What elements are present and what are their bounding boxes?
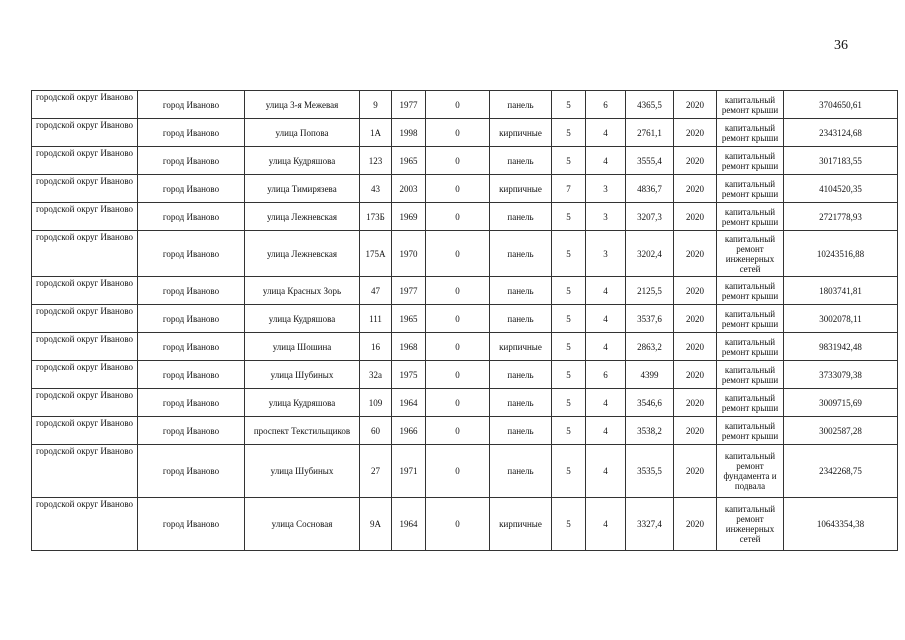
year-built-cell: 1965: [392, 147, 426, 175]
city-cell: город Иваново: [138, 445, 245, 498]
house-number-cell: 1А: [360, 119, 392, 147]
table-row: [32, 203, 898, 231]
street-cell: улица Попова: [245, 119, 360, 147]
wall-material-cell: панель: [490, 417, 552, 445]
value-cell: 0: [426, 147, 490, 175]
plan-year-cell: 2020: [674, 498, 717, 551]
floors-cell: 5: [552, 91, 586, 119]
area-cell: 3555,4: [626, 147, 674, 175]
table-row: [32, 417, 898, 445]
floors-cell: 5: [552, 445, 586, 498]
year-built-cell: 1968: [392, 333, 426, 361]
plan-year-cell: 2020: [674, 147, 717, 175]
table-row: [32, 361, 898, 389]
value-cell: 0: [426, 361, 490, 389]
value-cell: 0: [426, 498, 490, 551]
work-type-cell: капитальный ремонт крыши: [717, 417, 784, 445]
house-number-cell: 60: [360, 417, 392, 445]
street-cell: улица Лежневская: [245, 231, 360, 277]
entrances-cell: 4: [586, 333, 626, 361]
year-built-cell: 1971: [392, 445, 426, 498]
floors-cell: 5: [552, 333, 586, 361]
work-type-cell: капитальный ремонт крыши: [717, 119, 784, 147]
district-cell: городской округ Иваново: [32, 91, 138, 119]
city-cell: город Иваново: [138, 498, 245, 551]
street-cell: улица Красных Зорь: [245, 277, 360, 305]
value-cell: 0: [426, 175, 490, 203]
city-cell: город Иваново: [138, 361, 245, 389]
wall-material-cell: панель: [490, 277, 552, 305]
floors-cell: 5: [552, 389, 586, 417]
cost-cell: 3733079,38: [784, 361, 898, 389]
year-built-cell: 1965: [392, 305, 426, 333]
wall-material-cell: панель: [490, 445, 552, 498]
plan-year-cell: 2020: [674, 91, 717, 119]
district-cell: городской округ Иваново: [32, 203, 138, 231]
plan-year-cell: 2020: [674, 445, 717, 498]
plan-year-cell: 2020: [674, 119, 717, 147]
city-cell: город Иваново: [138, 231, 245, 277]
year-built-cell: 1977: [392, 277, 426, 305]
area-cell: 3538,2: [626, 417, 674, 445]
work-type-cell: капитальный ремонт крыши: [717, 389, 784, 417]
work-type-cell: капитальный ремонт крыши: [717, 91, 784, 119]
entrances-cell: 3: [586, 175, 626, 203]
floors-cell: 5: [552, 417, 586, 445]
cost-cell: 1803741,81: [784, 277, 898, 305]
house-number-cell: 16: [360, 333, 392, 361]
house-number-cell: 27: [360, 445, 392, 498]
entrances-cell: 4: [586, 389, 626, 417]
value-cell: 0: [426, 203, 490, 231]
value-cell: 0: [426, 417, 490, 445]
city-cell: город Иваново: [138, 305, 245, 333]
district-cell: городской округ Иваново: [32, 417, 138, 445]
floors-cell: 5: [552, 203, 586, 231]
floors-cell: 5: [552, 231, 586, 277]
year-built-cell: 1998: [392, 119, 426, 147]
plan-year-cell: 2020: [674, 175, 717, 203]
area-cell: 2125,5: [626, 277, 674, 305]
cost-cell: 10643354,38: [784, 498, 898, 551]
district-cell: городской округ Иваново: [32, 277, 138, 305]
entrances-cell: 6: [586, 361, 626, 389]
work-type-cell: капитальный ремонт фундамента и подвала: [717, 445, 784, 498]
plan-year-cell: 2020: [674, 277, 717, 305]
street-cell: улица Кудряшова: [245, 389, 360, 417]
wall-material-cell: панель: [490, 231, 552, 277]
street-cell: улица Шубиных: [245, 445, 360, 498]
cost-cell: 2342268,75: [784, 445, 898, 498]
work-type-cell: капитальный ремонт инженерных сетей: [717, 231, 784, 277]
year-built-cell: 1969: [392, 203, 426, 231]
entrances-cell: 4: [586, 498, 626, 551]
cost-cell: 4104520,35: [784, 175, 898, 203]
house-number-cell: 109: [360, 389, 392, 417]
street-cell: проспект Текстильщиков: [245, 417, 360, 445]
value-cell: 0: [426, 333, 490, 361]
work-type-cell: капитальный ремонт крыши: [717, 333, 784, 361]
plan-year-cell: 2020: [674, 231, 717, 277]
city-cell: город Иваново: [138, 91, 245, 119]
cost-cell: 9831942,48: [784, 333, 898, 361]
wall-material-cell: панель: [490, 91, 552, 119]
street-cell: улица Кудряшова: [245, 305, 360, 333]
housing-repair-table: [31, 90, 898, 551]
street-cell: улица Шошина: [245, 333, 360, 361]
area-cell: 3202,4: [626, 231, 674, 277]
district-cell: городской округ Иваново: [32, 445, 138, 498]
wall-material-cell: кирпичные: [490, 119, 552, 147]
floors-cell: 5: [552, 305, 586, 333]
entrances-cell: 6: [586, 91, 626, 119]
entrances-cell: 3: [586, 203, 626, 231]
entrances-cell: 4: [586, 277, 626, 305]
wall-material-cell: панель: [490, 361, 552, 389]
table-row: [32, 305, 898, 333]
wall-material-cell: панель: [490, 389, 552, 417]
district-cell: городской округ Иваново: [32, 333, 138, 361]
district-cell: городской округ Иваново: [32, 175, 138, 203]
house-number-cell: 123: [360, 147, 392, 175]
area-cell: 4836,7: [626, 175, 674, 203]
table-row: [32, 445, 898, 498]
value-cell: 0: [426, 445, 490, 498]
table-row: [32, 91, 898, 119]
floors-cell: 5: [552, 361, 586, 389]
entrances-cell: 4: [586, 445, 626, 498]
wall-material-cell: панель: [490, 305, 552, 333]
street-cell: улица Сосновая: [245, 498, 360, 551]
city-cell: город Иваново: [138, 203, 245, 231]
work-type-cell: капитальный ремонт крыши: [717, 277, 784, 305]
table-row: [32, 333, 898, 361]
street-cell: улица Кудряшова: [245, 147, 360, 175]
entrances-cell: 4: [586, 119, 626, 147]
value-cell: 0: [426, 231, 490, 277]
district-cell: городской округ Иваново: [32, 361, 138, 389]
street-cell: улица 3-я Межевая: [245, 91, 360, 119]
city-cell: город Иваново: [138, 333, 245, 361]
entrances-cell: 4: [586, 417, 626, 445]
city-cell: город Иваново: [138, 277, 245, 305]
value-cell: 0: [426, 277, 490, 305]
cost-cell: 2343124,68: [784, 119, 898, 147]
year-built-cell: 1975: [392, 361, 426, 389]
house-number-cell: 43: [360, 175, 392, 203]
work-type-cell: капитальный ремонт крыши: [717, 175, 784, 203]
value-cell: 0: [426, 119, 490, 147]
work-type-cell: капитальный ремонт крыши: [717, 203, 784, 231]
year-built-cell: 2003: [392, 175, 426, 203]
district-cell: городской округ Иваново: [32, 305, 138, 333]
value-cell: 0: [426, 91, 490, 119]
street-cell: улица Тимирязева: [245, 175, 360, 203]
work-type-cell: капитальный ремонт инженерных сетей: [717, 498, 784, 551]
table-row: [32, 277, 898, 305]
plan-year-cell: 2020: [674, 389, 717, 417]
district-cell: городской округ Иваново: [32, 119, 138, 147]
district-cell: городской округ Иваново: [32, 231, 138, 277]
area-cell: 4399: [626, 361, 674, 389]
table-row: [32, 147, 898, 175]
table-row: [32, 498, 898, 551]
street-cell: улица Лежневская: [245, 203, 360, 231]
value-cell: 0: [426, 389, 490, 417]
area-cell: 3327,4: [626, 498, 674, 551]
house-number-cell: 47: [360, 277, 392, 305]
entrances-cell: 3: [586, 231, 626, 277]
area-cell: 3207,3: [626, 203, 674, 231]
city-cell: город Иваново: [138, 147, 245, 175]
city-cell: город Иваново: [138, 389, 245, 417]
table-row: [32, 175, 898, 203]
district-cell: городской округ Иваново: [32, 147, 138, 175]
table-row: [32, 389, 898, 417]
plan-year-cell: 2020: [674, 203, 717, 231]
cost-cell: 3009715,69: [784, 389, 898, 417]
city-cell: город Иваново: [138, 119, 245, 147]
house-number-cell: 111: [360, 305, 392, 333]
street-cell: улица Шубиных: [245, 361, 360, 389]
year-built-cell: 1966: [392, 417, 426, 445]
district-cell: городской округ Иваново: [32, 498, 138, 551]
work-type-cell: капитальный ремонт крыши: [717, 147, 784, 175]
house-number-cell: 9А: [360, 498, 392, 551]
floors-cell: 5: [552, 147, 586, 175]
district-cell: городской округ Иваново: [32, 389, 138, 417]
house-number-cell: 173Б: [360, 203, 392, 231]
year-built-cell: 1977: [392, 91, 426, 119]
year-built-cell: 1964: [392, 498, 426, 551]
floors-cell: 5: [552, 277, 586, 305]
area-cell: 3535,5: [626, 445, 674, 498]
city-cell: город Иваново: [138, 175, 245, 203]
area-cell: 4365,5: [626, 91, 674, 119]
house-number-cell: 175А: [360, 231, 392, 277]
wall-material-cell: кирпичные: [490, 175, 552, 203]
area-cell: 2761,1: [626, 119, 674, 147]
entrances-cell: 4: [586, 147, 626, 175]
year-built-cell: 1970: [392, 231, 426, 277]
wall-material-cell: кирпичные: [490, 498, 552, 551]
floors-cell: 5: [552, 119, 586, 147]
plan-year-cell: 2020: [674, 333, 717, 361]
cost-cell: 3704650,61: [784, 91, 898, 119]
table-row: [32, 119, 898, 147]
wall-material-cell: кирпичные: [490, 333, 552, 361]
table-row: [32, 231, 898, 277]
plan-year-cell: 2020: [674, 361, 717, 389]
cost-cell: 10243516,88: [784, 231, 898, 277]
page-number: 36: [834, 38, 848, 53]
area-cell: 3546,6: [626, 389, 674, 417]
house-number-cell: 32а: [360, 361, 392, 389]
year-built-cell: 1964: [392, 389, 426, 417]
work-type-cell: капитальный ремонт крыши: [717, 305, 784, 333]
area-cell: 3537,6: [626, 305, 674, 333]
entrances-cell: 4: [586, 305, 626, 333]
value-cell: 0: [426, 305, 490, 333]
plan-year-cell: 2020: [674, 305, 717, 333]
house-number-cell: 9: [360, 91, 392, 119]
cost-cell: 3002078,11: [784, 305, 898, 333]
cost-cell: 3017183,55: [784, 147, 898, 175]
city-cell: город Иваново: [138, 417, 245, 445]
cost-cell: 2721778,93: [784, 203, 898, 231]
wall-material-cell: панель: [490, 147, 552, 175]
floors-cell: 5: [552, 498, 586, 551]
work-type-cell: капитальный ремонт крыши: [717, 361, 784, 389]
plan-year-cell: 2020: [674, 417, 717, 445]
wall-material-cell: панель: [490, 203, 552, 231]
floors-cell: 7: [552, 175, 586, 203]
area-cell: 2863,2: [626, 333, 674, 361]
cost-cell: 3002587,28: [784, 417, 898, 445]
